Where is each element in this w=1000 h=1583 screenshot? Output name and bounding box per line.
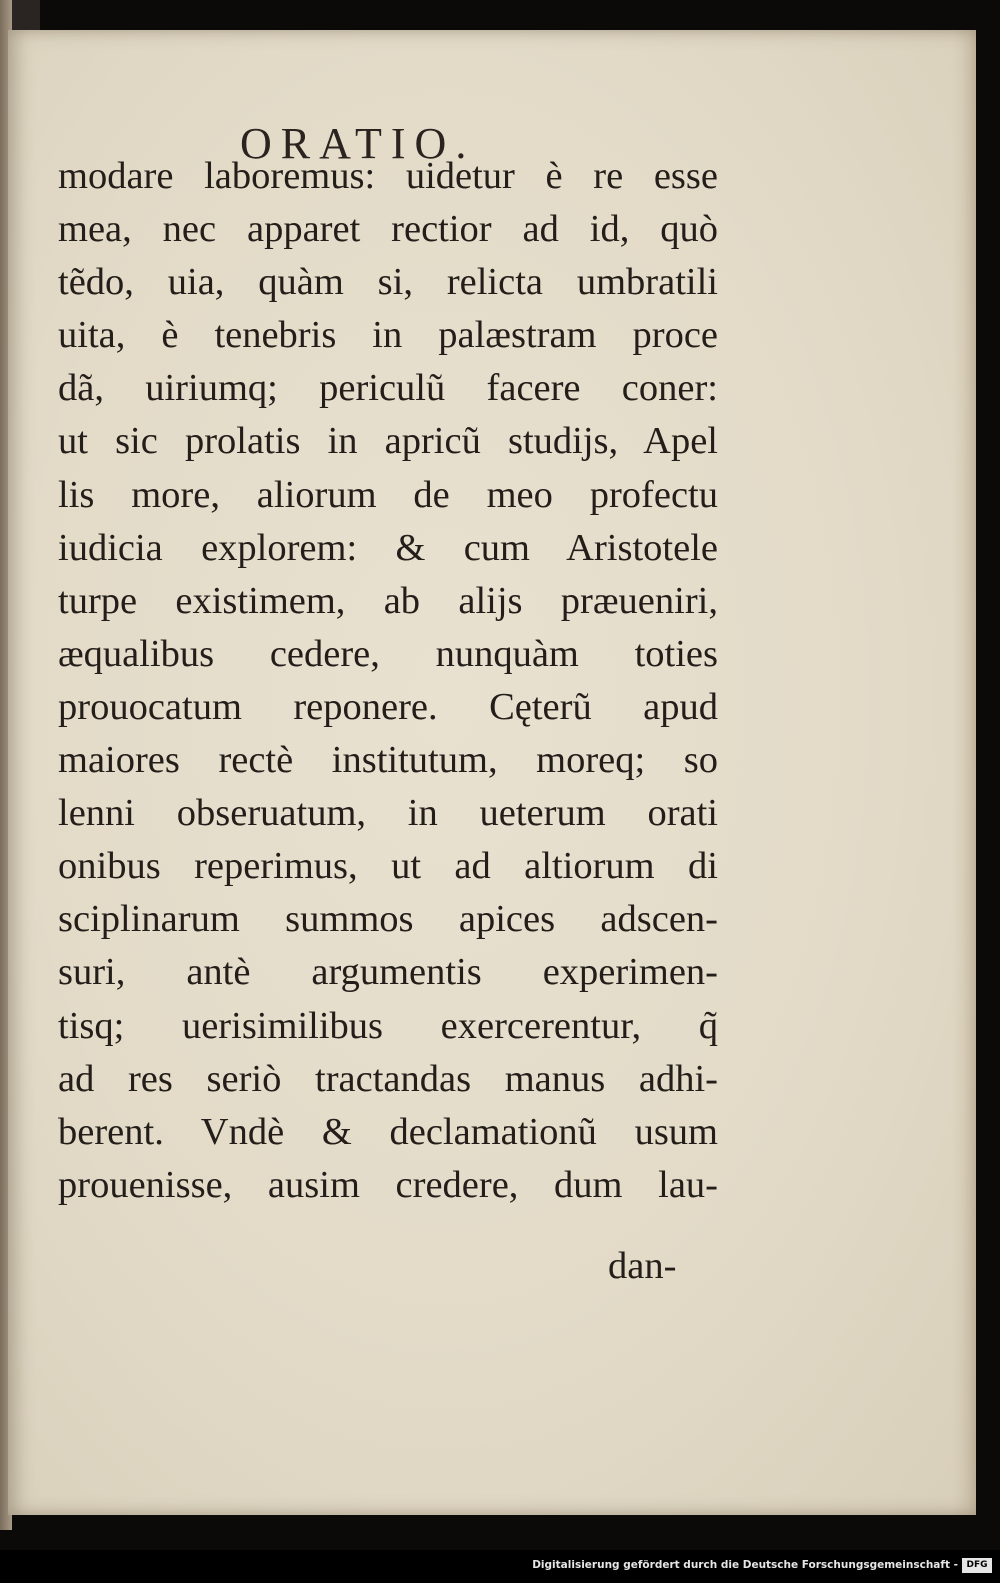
funding-notice: Digitalisierung gefördert durch die Deutsche Forschungsgemeinschaft - <box>532 1559 958 1571</box>
text-line: berent. Vndè & declamationũ usum <box>58 1110 718 1153</box>
text-line: sciplinarum summos apices adscen- <box>58 898 718 941</box>
text-line: maiores rectè institutum, moreq; so <box>58 739 718 782</box>
dfg-logo: DFG <box>962 1558 992 1573</box>
text-line: prouenisse, ausim credere, dum lau- <box>58 1163 718 1206</box>
text-line: modare laboremus: uidetur è re esse <box>58 155 718 197</box>
running-header: ORATIO. <box>240 119 476 168</box>
text-line: iudicia explorem: & cum Aristotele <box>58 526 718 569</box>
text-line: prouocatum reponere. Cęterũ apud <box>58 685 718 728</box>
footer-bar <box>0 1550 1000 1583</box>
text-line: uita, è tenebris in palæstram proce <box>58 314 718 357</box>
body-text <box>58 150 718 1212</box>
text-line: ad res seriò tractandas manus adhi- <box>58 1057 718 1100</box>
text-line: dã, uiriumq; periculũ facere coner: <box>58 367 718 410</box>
text-line: ut sic prolatis in apricũ studijs, Apel <box>58 420 718 463</box>
text-line: tisq; uerisimilibus exercerentur, q̃ <box>58 1004 718 1047</box>
text-line: onibus reperimus, ut ad altiorum di <box>58 845 718 888</box>
text-line: lis more, aliorum de meo profectu <box>58 473 718 516</box>
text-line: tẽdo, uia, quàm si, relicta umbratili <box>58 261 718 304</box>
text-line: mea, nec apparet rectior ad id, quò <box>58 208 718 251</box>
text-line: lenni obseruatum, in ueterum orati <box>58 792 718 835</box>
text-line: suri, antè argumentis experimen- <box>58 951 718 994</box>
text-line: æqualibus cedere, nunquàm toties <box>58 632 718 675</box>
catchword: dan- <box>608 1245 677 1287</box>
text-line: turpe existimem, ab alijs præueniri, <box>58 579 718 622</box>
